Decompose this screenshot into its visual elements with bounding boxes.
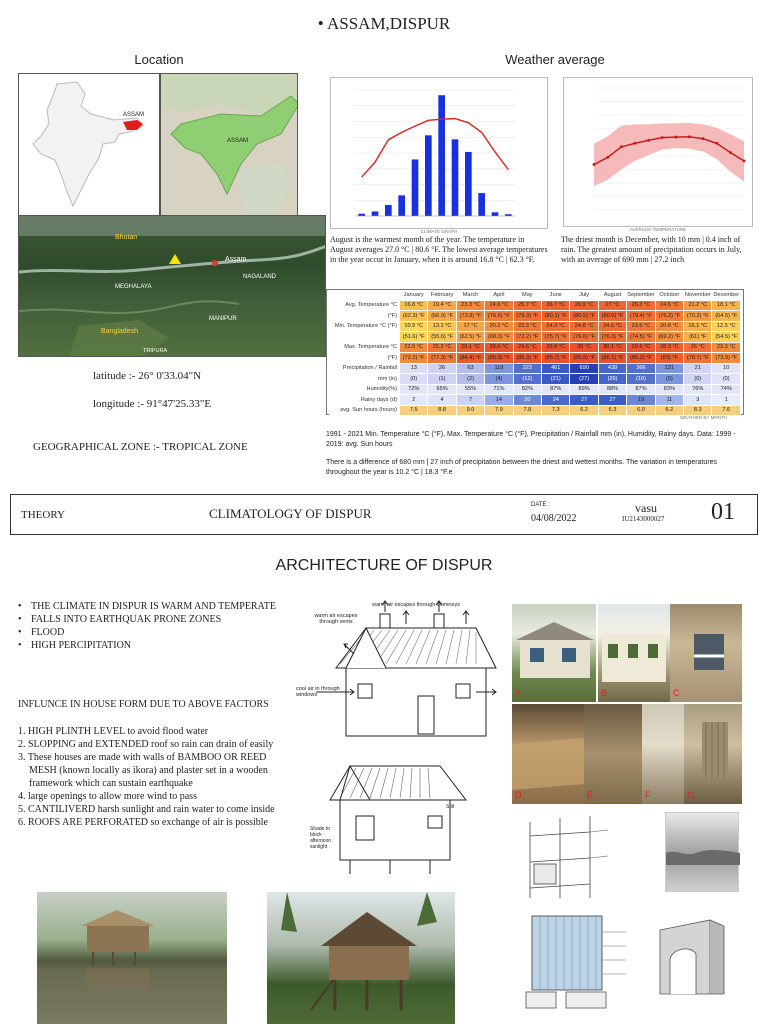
table-cell: (76.6) °F [570, 332, 598, 343]
table-cell: (73.9) °F [712, 353, 741, 364]
precipitation-note: There is a difference of 680 mm | 27 inch of precipitation between the driest and wettest months. The variation in temperatures throughout the year is 10.2 °C | 18.3 °F.e [326, 459, 718, 476]
month-header: January [403, 292, 424, 299]
windows-label: cool air in through windows [296, 686, 340, 698]
month-header: May [522, 292, 533, 299]
table-cell: 6.2 [655, 405, 683, 416]
sheet-title: CLIMATOLOGY OF DISPUR [209, 506, 372, 521]
avg-temperature-point [647, 139, 650, 142]
table-cell: 7.9 [485, 405, 513, 416]
stilt-label: Stilt [446, 804, 455, 810]
india-map [18, 73, 160, 217]
table-row [330, 342, 741, 353]
row-label: mm (in) [330, 374, 400, 385]
table-cell: 22.5 °C [400, 342, 428, 353]
table-cell: 3 [684, 395, 712, 406]
row-label: Min. Temperature °C (°F) [330, 321, 400, 332]
table-cell: 25.7 °C [513, 300, 541, 311]
student-name: vasu [635, 501, 657, 515]
precipitation-bar [398, 195, 405, 216]
driest-month-text: The driest month is December, with 10 mm | 0.4 inch of rain. The greatest amount of precipitation occurs in July, with an average of 690 mm | 27.2 inch [561, 235, 742, 264]
table-cell: 29.6 °C [627, 342, 655, 353]
influence-list [18, 725, 290, 829]
month-header: September [627, 292, 655, 299]
table-cell: (51.6) °F [400, 332, 428, 343]
table-cell: 13 [400, 363, 428, 374]
precipitation-bar [372, 211, 379, 216]
row-label: Precipitation / Rainfall [330, 363, 400, 374]
ventilation-sketch [296, 598, 508, 748]
influence-point: 2. SLOPPING and EXTENDED roof so rain can drain of easily [18, 739, 274, 750]
table-cell: 323 [513, 363, 541, 374]
arch-detail-d [650, 910, 742, 1002]
row-label: avg. Sun hours (hours) [330, 405, 400, 416]
table-row [330, 384, 741, 395]
weather-heading: Weather average [505, 52, 605, 67]
table-cell: 13.1 °C [428, 321, 456, 332]
map-label-assam-mid: ASSAM [227, 138, 249, 144]
row-label: Rainy days (d) [330, 395, 400, 406]
avg-temperature-point [620, 145, 623, 148]
page-title: • ASSAM,DISPUR [317, 14, 451, 33]
table-cell: 8.3 [684, 405, 712, 416]
table-cell: (76.2) °F [655, 311, 683, 322]
table-cell: (80.1) °F [542, 311, 570, 322]
table-cell: (73.9) °F [456, 311, 484, 322]
date-label: DATE : [531, 502, 550, 508]
table-cell: (79.4) °F [627, 311, 655, 322]
table-cell: 26.3 °C [627, 300, 655, 311]
table-cell: (0) [712, 374, 741, 385]
table-cell: (21) [542, 374, 570, 385]
avg-temp-chart [563, 77, 753, 227]
table-cell: (0) [400, 374, 428, 385]
chimney-label: warm air escapes through chimneys [372, 602, 461, 608]
climate-chart-svg [331, 78, 547, 228]
photo-house-a [512, 604, 596, 702]
table-cell: (76.3) °F [598, 332, 626, 343]
table-cell: 29.6 °C [485, 342, 513, 353]
table-cell: 9.0 [456, 405, 484, 416]
stilt-house-sketch [310, 760, 470, 878]
table-cell: (85.3) °F [513, 353, 541, 364]
theory-label: THEORY [21, 509, 65, 521]
table-row [330, 353, 741, 364]
table-cell: 87% [627, 384, 655, 395]
avg-temperature-point [606, 156, 609, 159]
table-cell: 24.8 °C [570, 321, 598, 332]
photo-house-g [684, 704, 742, 804]
bullet-item: • FALLS INTO EARTHQUAK PRONE ZONES [18, 613, 286, 626]
month-header: April [493, 292, 505, 299]
vents-label: warm air escapes through vents [314, 613, 358, 625]
table-cell: 30 °C [570, 342, 598, 353]
table-row [330, 395, 741, 406]
date-value: 04/08/2022 [531, 513, 577, 524]
photo-house-c [670, 604, 742, 702]
map-label-meghalaya: MEGHALAYA [115, 284, 152, 290]
avg-temperature-point [702, 137, 705, 140]
table-cell: 18.1 °C [712, 300, 741, 311]
table-row [330, 332, 741, 343]
month-header: August [603, 292, 622, 299]
table-row [330, 405, 741, 416]
table-cell: 20 [513, 395, 541, 406]
table-cell: 20.2 °C [485, 321, 513, 332]
table-cell: 131 [655, 363, 683, 374]
table-cell: 55% [456, 384, 484, 395]
photo-house-e [584, 704, 642, 804]
table-cell: 7.5 [400, 405, 428, 416]
table-cell: 87% [542, 384, 570, 395]
table-cell: (12) [513, 374, 541, 385]
table-cell: (0) [684, 374, 712, 385]
precipitation-bar [358, 214, 365, 216]
title-block [10, 494, 758, 535]
table-cell: (61) °F [684, 332, 712, 343]
table-cell: (2) [456, 374, 484, 385]
table-cell: (69.2) °F [655, 332, 683, 343]
table-cell: 76% [684, 384, 712, 395]
table-cell: 14 [485, 395, 513, 406]
table-cell: 72% [400, 384, 428, 395]
row-label: Max. Temperature °C [330, 342, 400, 353]
table-cell: 20.8 °C [655, 321, 683, 332]
month-header: November [684, 292, 711, 299]
weather-source: WEATHER BY MONTH [680, 415, 728, 420]
table-cell: (85.3) °F [485, 353, 513, 364]
table-cell: 17 °C [456, 321, 484, 332]
climate-bullets [18, 600, 286, 652]
table-cell: 29.6 °C [513, 342, 541, 353]
stilt-house-photo [267, 892, 455, 1024]
table-cell: (74.5) °F [627, 332, 655, 343]
table-cell: 7.8 [513, 405, 541, 416]
table-cell: (80.5) °F [570, 311, 598, 322]
table-cell: 71% [485, 384, 513, 395]
table-cell: 21.2 °C [684, 300, 712, 311]
table-cell: (75.7) °F [542, 332, 570, 343]
table-cell: 16.8 °C [400, 300, 428, 311]
photo-house-d [512, 704, 584, 804]
table-cell: (72.2) °F [400, 353, 428, 364]
row-label: Humidity(%) [330, 384, 400, 395]
student-id: IU2143000027 [622, 515, 665, 523]
table-cell: 16.1 °C [684, 321, 712, 332]
table-cell: 23.3 °C [712, 342, 741, 353]
table-cell: (5) [655, 374, 683, 385]
shade-label: Shade to block afternoon sunlight [310, 826, 332, 850]
avg-temperature-point [634, 142, 637, 145]
month-header: March [462, 292, 479, 299]
table-cell: (64.5) °F [712, 311, 741, 322]
table-cell: (26) [598, 374, 626, 385]
month-header: July [579, 292, 590, 299]
avg-temp-caption: AVERAGE TEMPERATURE [629, 227, 687, 232]
page-number: 01 [711, 499, 735, 525]
photo-letter-a: A [515, 688, 522, 698]
map-label-assam-sat: Assam [225, 256, 247, 263]
table-note: 1991 - 2021 Min. Temperature °C (°F), Max. Temperature °C (°F), Precipitation / Rainfall mm (in), Humidity, Rainy days. Data: 1999 - 2019: avg. Sun hours [326, 431, 736, 448]
table-cell: 461 [542, 363, 570, 374]
table-cell: 10.9 °C [400, 321, 428, 332]
climate-table [329, 291, 741, 416]
table-cell: (27) [570, 374, 598, 385]
table-cell: (84.4) °F [456, 353, 484, 364]
bullet-item: • THE CLIMATE IN DISPUR IS WARM AND TEMPERATE [18, 600, 286, 613]
table-cell: (55.6) °F [428, 332, 456, 343]
climate-graph-caption: CLIMATE GRAPH [420, 229, 458, 234]
table-cell: (76.6) °F [485, 311, 513, 322]
longitude-text: longitude :- 91°47'25.33"E [93, 398, 212, 410]
table-cell: 29.1 °C [456, 342, 484, 353]
table-cell: 24 [542, 395, 570, 406]
table-cell: (1) [428, 374, 456, 385]
table-cell: 26.9 °C [570, 300, 598, 311]
table-cell: 10 [712, 363, 741, 374]
climate-table-wrap [326, 289, 744, 415]
precipitation-bar [425, 135, 432, 216]
temperature-line [362, 119, 509, 177]
precipitation-bar [492, 212, 499, 216]
table-cell: 118 [485, 363, 513, 374]
photo-letter-g: G [687, 790, 695, 800]
table-cell: 29.9 °C [542, 342, 570, 353]
precipitation-bar [385, 205, 392, 216]
precipitation-bar [478, 193, 485, 216]
table-cell: (62.5) °F [456, 332, 484, 343]
table-cell: 27 °C [598, 300, 626, 311]
architecture-title: ARCHITECTURE OF DISPUR [275, 557, 493, 574]
wall-frame-detail-a [520, 812, 620, 904]
flood-house-photo [37, 892, 227, 1024]
table-cell: 24.3 °C [542, 321, 570, 332]
table-cell: 28.3 °C [655, 342, 683, 353]
influence-point: 4. large openings to allow more wind to pass [18, 791, 197, 802]
table-cell: (78.3) °F [513, 311, 541, 322]
bullet-item: • HIGH PERCIPITATION [18, 639, 286, 652]
table-cell: (85.7) °F [542, 353, 570, 364]
influence-point: 5. CANTILIVERD harsh sunlight and rain water to come inside [18, 804, 275, 815]
table-cell: 65% [428, 384, 456, 395]
avg-temperature-point [593, 163, 596, 166]
photo-house-b [598, 604, 670, 702]
table-cell: (83) °F [655, 353, 683, 364]
table-row [330, 311, 741, 322]
map-label-manipur: MANIPUR [209, 316, 237, 322]
table-row [330, 321, 741, 332]
table-cell: 30.1 °C [598, 342, 626, 353]
table-row [330, 363, 741, 374]
avg-temperature-point [743, 160, 746, 163]
table-cell: 83% [655, 384, 683, 395]
map-label-tripura: TRIPURA [143, 348, 168, 354]
table-cell: (78.7) °F [684, 353, 712, 364]
table-cell: 438 [598, 363, 626, 374]
table-cell: (54.5) °F [712, 332, 741, 343]
precipitation-bar [452, 139, 459, 216]
table-cell: 89% [570, 384, 598, 395]
table-cell: 7.6 [712, 405, 741, 416]
photo-letter-d: D [515, 790, 522, 800]
table-cell: (77.3) °F [428, 353, 456, 364]
precipitation-bar [465, 152, 472, 216]
table-cell: 88% [598, 384, 626, 395]
month-header: December [713, 292, 740, 299]
row-label: Avg. Temperature °C [330, 300, 400, 311]
temperature-range-band [594, 123, 744, 186]
avg-temperature-point [674, 136, 677, 139]
table-cell: (4) [485, 374, 513, 385]
table-cell: 6.0 [627, 405, 655, 416]
latitude-text: latitude :- 26° 0'33.04"N [93, 370, 202, 382]
table-cell: 2 [400, 395, 428, 406]
influence-point: 6. ROOFS ARE PERFORATED so exchange of air is possible [18, 817, 268, 828]
table-cell: (62.3) °F [400, 311, 428, 322]
bullet-item: • FLOOD [18, 626, 286, 639]
avg-temperature-point [688, 135, 691, 138]
wall-detail-c [522, 902, 642, 1014]
table-cell: 690 [570, 363, 598, 374]
month-header: June [549, 292, 562, 299]
warmest-month-text: August is the warmest month of the year. The temperature in August averages 27.0 °C | 80.6 °F. The lowest average temperatures in the year occur in January, when it is around 16.8 °C | 62.3 °F. [330, 235, 548, 264]
influence-point: 1. HIGH PLINTH LEVEL to avoid flood water [18, 726, 209, 737]
influence-point: 3. These houses are made with walls of BAMBOO OR REED MESH (known locally as ikora) and plaster set in a wooden framework which can sustain earthquake [18, 752, 268, 789]
photo-letter-b: B [601, 688, 608, 698]
table-cell: (16) [627, 374, 655, 385]
table-cell: 25.2 °C [428, 342, 456, 353]
photo-letter-f: F [645, 790, 651, 800]
table-cell: 6.3 [598, 405, 626, 416]
photo-letter-c: C [673, 688, 680, 698]
table-cell: (66.9) °F [428, 311, 456, 322]
table-cell: (68.3) °F [485, 332, 513, 343]
precipitation-bar [438, 95, 445, 216]
location-heading: Location [134, 52, 184, 67]
table-cell: (70.2) °F [684, 311, 712, 322]
table-cell: 19 [627, 395, 655, 406]
table-cell: 21 [684, 363, 712, 374]
avg-temperature-point [715, 142, 718, 145]
map-label-nagaland: NAGALAND [243, 274, 277, 280]
table-cell: 6.2 [570, 405, 598, 416]
table-cell: 19.4 °C [428, 300, 456, 311]
table-cell: (85.9) °F [570, 353, 598, 364]
map-label-bhutan: Bhutan [115, 234, 138, 241]
precipitation-bar [412, 159, 419, 216]
avg-temp-chart-svg [564, 78, 752, 226]
photo-house-f [642, 704, 684, 804]
table-row [330, 300, 741, 311]
table-cell: 12.5 °C [712, 321, 741, 332]
map-label-assam-small: ASSAM [123, 112, 145, 118]
table-cell: 8.8 [428, 405, 456, 416]
avg-temperature-point [729, 151, 732, 154]
row-label: (°F) [330, 353, 400, 364]
month-header: October [659, 292, 680, 299]
table-cell: 22.3 °C [513, 321, 541, 332]
avg-temperature-point [661, 136, 664, 139]
table-row [330, 374, 741, 385]
table-cell: 23.6 °C [627, 321, 655, 332]
climate-chart [330, 77, 548, 229]
roof-detail-b [665, 812, 739, 892]
table-cell: 82% [513, 384, 541, 395]
table-cell: 1 [712, 395, 741, 406]
table-cell: 11 [655, 395, 683, 406]
table-cell: 7 [456, 395, 484, 406]
table-cell: 366 [627, 363, 655, 374]
table-cell: 27 [598, 395, 626, 406]
table-cell: (72.2) °F [513, 332, 541, 343]
table-cell: 27 [570, 395, 598, 406]
table-cell: 24.6 °C [655, 300, 683, 311]
table-cell: (80.6) °F [598, 311, 626, 322]
map-label-bangladesh: Bangladesh [101, 328, 138, 335]
table-cell: 26 °C [684, 342, 712, 353]
photo-letter-e: E [587, 790, 594, 800]
table-cell: 26.7 °C [542, 300, 570, 311]
table-cell: (86.1) °F [598, 353, 626, 364]
table-cell: 24.6 °C [598, 321, 626, 332]
table-cell: 4 [428, 395, 456, 406]
table-cell: 63 [456, 363, 484, 374]
satellite-map [18, 215, 326, 357]
table-cell: (85.2) °F [627, 353, 655, 364]
table-cell: 74% [712, 384, 741, 395]
geographical-zone: GEOGRAPHICAL ZONE :- TROPICAL ZONE [33, 441, 248, 453]
row-label [330, 332, 400, 343]
table-cell: 23.3 °C [456, 300, 484, 311]
influence-heading: INFLUNCE IN HOUSE FORM DUE TO ABOVE FACTORS [18, 699, 269, 710]
table-cell: 26 [428, 363, 456, 374]
assam-map [160, 73, 298, 217]
table-cell: 7.3 [542, 405, 570, 416]
table-cell: 24.6 °C [485, 300, 513, 311]
row-label: (°F) [330, 311, 400, 322]
month-header: February [430, 292, 454, 299]
